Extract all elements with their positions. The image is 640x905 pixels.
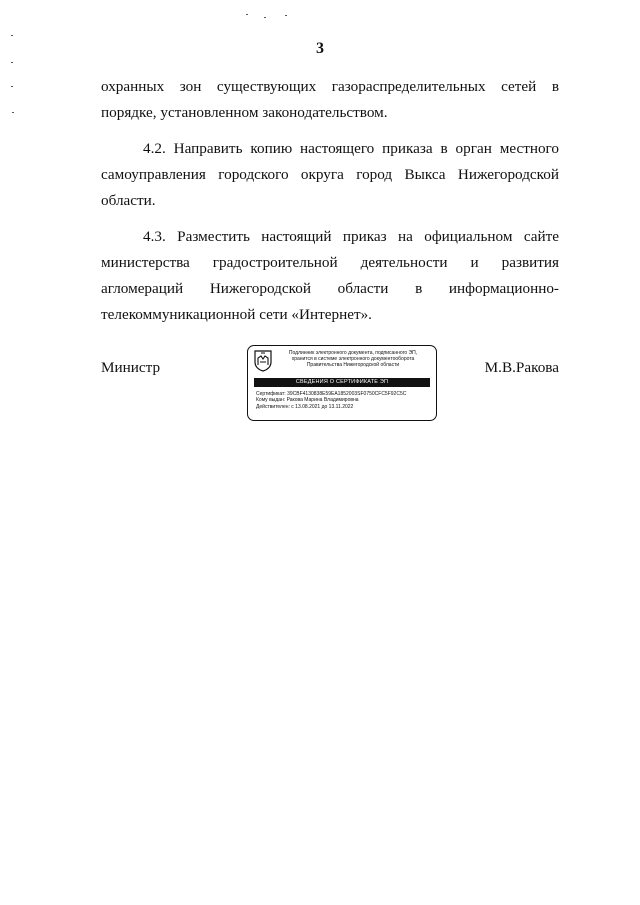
certificate-serial: Сертификат: 39CBF4130838E59EA1852003SF0750CFC5F92C5C: [256, 391, 407, 397]
signer-name: М.В.Ракова: [484, 359, 559, 376]
stamp-header: [274, 350, 432, 369]
scan-speck: [264, 17, 266, 18]
paragraph-4-3: 4.3. Разместить настоящий приказ на официальном сайте министерства градостроительной деятельности и развития агломераций Нижегородской области в информационно-телекоммуникационной сети «Интернет».: [101, 228, 559, 323]
nizhny-novgorod-coat-of-arms-icon: [254, 350, 272, 372]
paragraph-4-2: 4.2. Направить копию настоящего приказа в орган местного самоуправления городского округа город Выкса Нижегородской области.: [101, 140, 559, 209]
certificate-details: [256, 391, 432, 410]
scan-speck: [12, 112, 14, 113]
certificate-issued-to: Кому выдан: Ракова Марина Владимировна: [256, 397, 359, 404]
signature-block: [101, 345, 559, 427]
scan-speck: [285, 15, 287, 16]
certificate-validity: Действителен: с 13.08.2021 до 13.11.2022: [256, 403, 354, 410]
certificate-info-title: СВЕДЕНИЯ О СЕРТИФИКАТЕ ЭП: [254, 378, 430, 387]
document-body: [101, 74, 559, 338]
scan-speck: [11, 62, 13, 63]
stamp-header-line: Подлинник электронного документа, подписанного ЭП,: [288, 350, 418, 356]
electronic-signature-stamp: [247, 345, 437, 421]
scan-speck: [11, 86, 13, 87]
scan-speck: [246, 14, 248, 15]
scan-speck: [11, 35, 13, 36]
stamp-header-line: Правительства Нижегородской области: [306, 362, 400, 369]
signer-position: Министр: [101, 359, 161, 376]
paragraph-continuation: охранных зон существующих газораспределительных сетей в порядке, установленном законодательством.: [101, 78, 559, 121]
stamp-header-line: хранится в системе электронного документооборота: [291, 356, 415, 363]
page-number: 3: [316, 40, 324, 57]
